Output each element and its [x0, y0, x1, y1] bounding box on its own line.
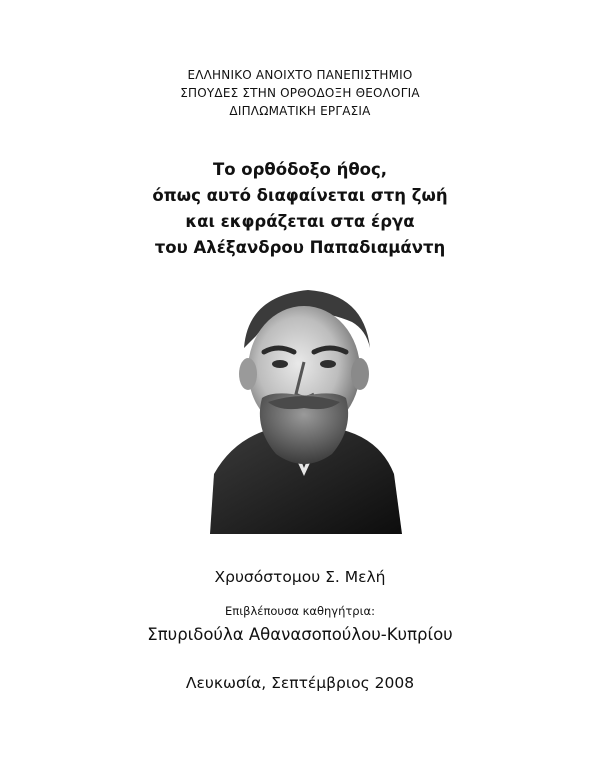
- program-name: ΣΠΟΥΔΕΣ ΣΤΗΝ ΟΡΘΟΔΟΞΗ ΘΕΟΛΟΓΙΑ: [180, 86, 420, 100]
- university-name: ΕΛΛΗΝΙΚΟ ΑΝΟΙΧΤΟ ΠΑΝΕΠΙΣΤΗΜΙΟ: [187, 68, 413, 82]
- institution-header: [0, 66, 600, 120]
- title-line-4: του Αλέξανδρου Παπαδιαμάντη: [154, 238, 446, 257]
- portrait-illustration: [204, 278, 404, 534]
- title-line-3: και εκφράζεται στα έργα: [185, 212, 415, 231]
- supervisor-label: Επιβλέπουσα καθηγήτρια:: [225, 604, 375, 618]
- supervisor-name: Σπυριδούλα Αθανασοπούλου-Κυπρίου: [147, 625, 453, 644]
- document-type: ΔΙΠΛΩΜΑΤΙΚΗ ΕΡΓΑΣΙΑ: [229, 104, 371, 118]
- author-name: Χρυσόστομου Σ. Μελή: [214, 568, 386, 586]
- thesis-title: [0, 157, 600, 261]
- place-and-date: Λευκωσία, Σεπτέμβριος 2008: [185, 674, 415, 692]
- portrait-photo: [204, 278, 404, 534]
- title-line-2: όπως αυτό διαφαίνεται στη ζωή: [152, 186, 448, 205]
- title-line-1: Το ορθόδοξο ήθος,: [212, 160, 388, 179]
